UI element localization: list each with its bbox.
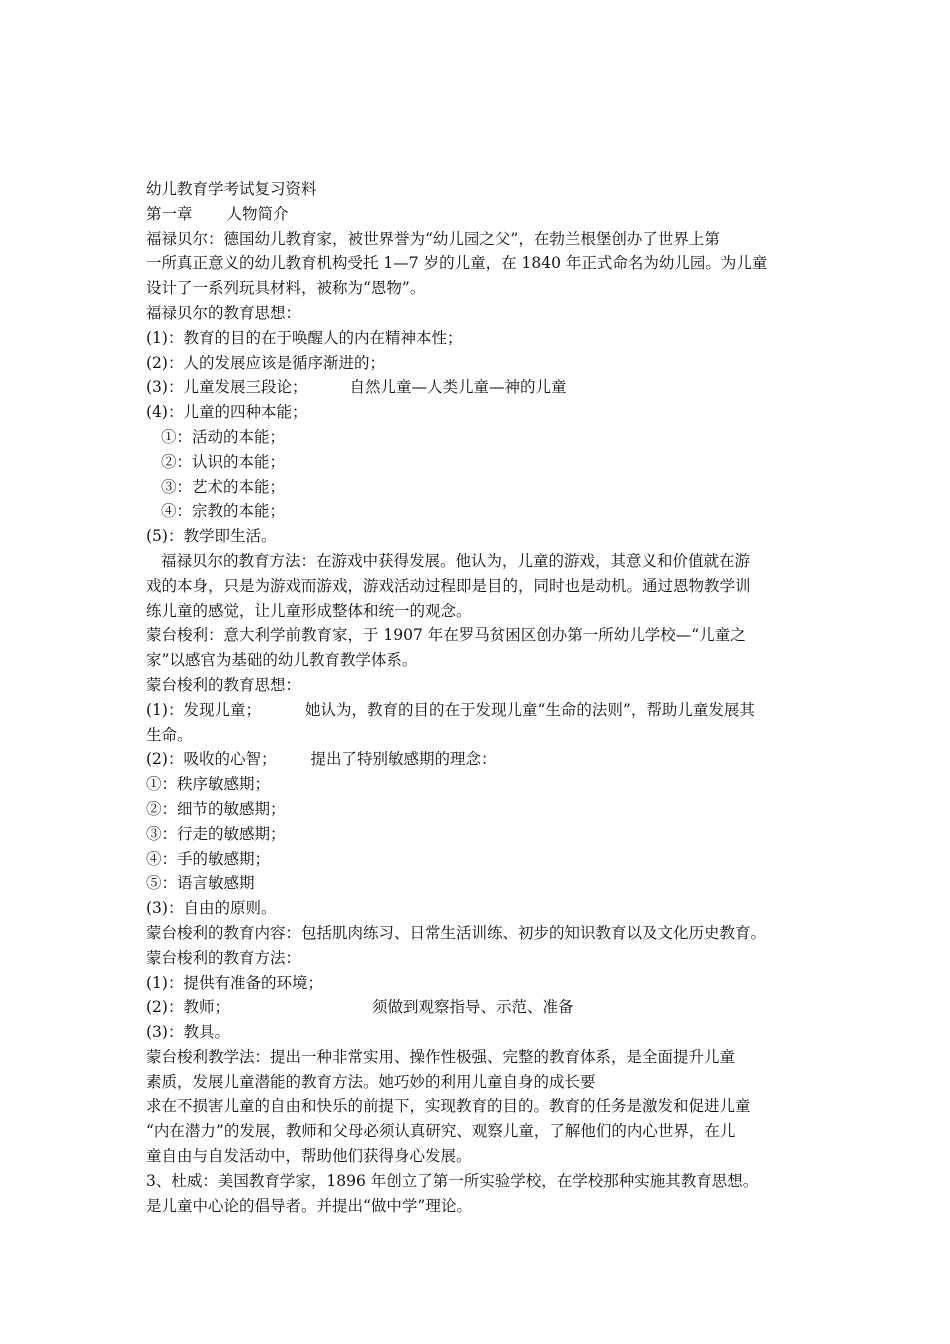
dewey-intro-line: 是儿童中心论的倡导者。并提出“做中学”理论。 [146, 1196, 472, 1215]
froebel-thought-item: (5)：教学即生活。 [146, 527, 277, 546]
montessori-method-title: 蒙台梭利的教育方法： [146, 948, 302, 967]
instinct-list-item: ③：艺术的本能； [161, 477, 286, 496]
montessori-thought-title: 蒙台梭利的教育思想： [146, 675, 302, 694]
instinct-list-item: ②：认识的本能； [161, 452, 286, 471]
froebel-intro-line: 福禄贝尔：德国幼儿教育家，被世界誉为“幼儿园之父”，在勃兰根堡创办了世界上第 [146, 229, 720, 248]
froebel-thought-item: (4)：儿童的四种本能； [146, 403, 308, 422]
thought-item-label: (2)：吸收的心智； [146, 750, 277, 769]
montessori-teaching-line: “内在潜力”的发展，教师和父母必须认真研究、观察儿童，了解他们的内心世界，在儿 [146, 1122, 736, 1141]
montessori-intro-line: 家”以感官为基础的幼儿教育教学体系。 [146, 651, 418, 670]
method-item-value: 须做到观察指导、示范、准备 [371, 998, 574, 1017]
chapter-name: 人物简介 [226, 204, 289, 223]
froebel-intro-line: 一所真正意义的幼儿教育机构受托 1—7 岁的儿童，在 1840 年正式命名为幼儿园。为儿童 [146, 254, 768, 273]
instinct-list-item: ④：宗教的本能； [161, 502, 286, 521]
thought-item-value: 自然儿童—人类儿童—神的儿童 [349, 378, 567, 397]
montessori-teaching-line: 素质，发展儿童潜能的教育方法。她巧妙的利用儿童自身的成长要 [146, 1072, 596, 1091]
montessori-thought-item [146, 747, 816, 772]
montessori-teaching-line: 蒙台梭利教学法：提出一种非常实用、操作性极强、完整的教育体系，是全面提升儿童 [146, 1047, 736, 1066]
thought-item-label: (1)：发现儿童； [146, 700, 261, 719]
montessori-thought-item: (3)：自由的原则。 [146, 899, 277, 918]
montessori-method-item: (1)：提供有准备的环境； [146, 973, 323, 992]
thought-item-label: (3)：儿童发展三段论； [146, 378, 308, 397]
sensitive-period-item: ③：行走的敏感期； [146, 824, 286, 843]
montessori-intro-line: 蒙台梭利：意大利学前教育家，于 1907 年在罗马贫困区创办第一所幼儿学校—“儿童之 [146, 626, 746, 645]
document-body [146, 177, 816, 1218]
sensitive-period-item: ⑤：语言敏感期 [146, 874, 255, 893]
montessori-content: 蒙台梭利的教育内容：包括肌肉练习、日常生活训练、初步的知识教育以及文化历史教育。 [146, 923, 767, 942]
dewey-intro-line: 3、杜威：美国教育学家，1896 年创立了第一所实验学校，在学校那种实施其教育思想。 [146, 1171, 759, 1190]
document-title: 幼儿教育学考试复习资料 [146, 180, 317, 198]
chapter-label: 第一章 [146, 204, 193, 223]
montessori-method-item: (3)：教具。 [146, 1023, 230, 1042]
froebel-thought-item: (1)：教育的目的在于唤醒人的内在精神本性； [146, 328, 463, 347]
montessori-thought-item [146, 698, 816, 723]
montessori-thought-continuation: 生命。 [146, 725, 193, 744]
instinct-list-item: ①：活动的本能； [161, 427, 286, 446]
method-item-label: (2)：教师； [146, 998, 230, 1017]
thought-item-value: 提出了特别敏感期的理念： [310, 750, 497, 769]
froebel-method-line: 戏的本身，只是为游戏而游戏，游戏活动过程即是目的，同时也是动机。通过恩物教学训 [146, 576, 751, 595]
sensitive-period-item: ④：手的敏感期； [146, 849, 271, 868]
thought-item-value: 她认为，教育的目的在于发现儿童“生命的法则”，帮助儿童发展其 [304, 700, 755, 719]
froebel-intro-line: 设计了一系列玩具材料，被称为“恩物”。 [146, 279, 426, 298]
froebel-thought-title: 福禄贝尔的教育思想： [146, 303, 302, 322]
froebel-thought-item [146, 375, 816, 400]
froebel-thought-item: (2)：人的发展应该是循序渐进的； [146, 353, 385, 372]
sensitive-period-item: ②：细节的敏感期； [146, 799, 286, 818]
sensitive-period-item: ①：秩序敏感期； [146, 775, 271, 794]
froebel-method-line: 练儿童的感觉，让儿童形成整体和统一的观念。 [146, 601, 472, 620]
froebel-method-line: 福禄贝尔的教育方法：在游戏中获得发展。他认为，儿童的游戏，其意义和价值就在游 [161, 551, 751, 570]
montessori-teaching-line: 童自由与自发活动中，帮助他们获得身心发展。 [146, 1147, 472, 1166]
montessori-method-item [146, 995, 816, 1020]
montessori-teaching-line: 求在不损害儿童的自由和快乐的前提下，实现教育的目的。教育的任务是激发和促进儿童 [146, 1097, 751, 1116]
chapter-heading [146, 202, 816, 227]
